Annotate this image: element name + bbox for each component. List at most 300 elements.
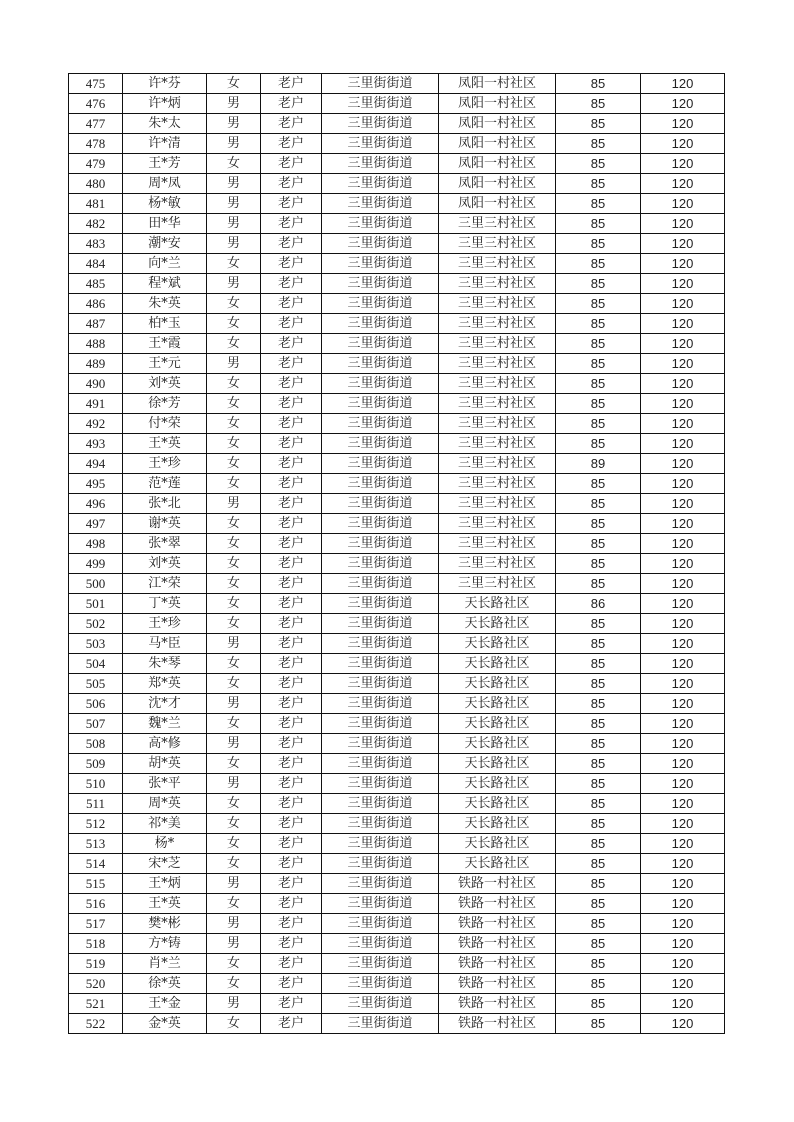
household-type-cell: 老户 bbox=[261, 634, 322, 654]
table-row bbox=[69, 134, 725, 154]
subdistrict-cell: 三里街街道 bbox=[322, 454, 439, 474]
gender-cell: 男 bbox=[207, 734, 261, 754]
value-b-cell: 120 bbox=[641, 994, 725, 1014]
value-a-cell: 85 bbox=[556, 914, 641, 934]
subdistrict-cell: 三里街街道 bbox=[322, 754, 439, 774]
gender-cell: 男 bbox=[207, 934, 261, 954]
community-cell: 三里三村社区 bbox=[439, 494, 556, 514]
row-number-cell: 517 bbox=[69, 914, 123, 934]
community-cell: 凤阳一村社区 bbox=[439, 74, 556, 94]
table-body bbox=[69, 74, 725, 1034]
value-a-cell: 85 bbox=[556, 634, 641, 654]
table-row bbox=[69, 94, 725, 114]
gender-cell: 女 bbox=[207, 614, 261, 634]
subdistrict-cell: 三里街街道 bbox=[322, 74, 439, 94]
row-number-cell: 513 bbox=[69, 834, 123, 854]
row-number-cell: 495 bbox=[69, 474, 123, 494]
household-type-cell: 老户 bbox=[261, 234, 322, 254]
row-number-cell: 504 bbox=[69, 654, 123, 674]
person-name-cell: 徐*英 bbox=[123, 974, 207, 994]
subdistrict-cell: 三里街街道 bbox=[322, 594, 439, 614]
value-a-cell: 85 bbox=[556, 154, 641, 174]
household-type-cell: 老户 bbox=[261, 74, 322, 94]
person-name-cell: 朱*琴 bbox=[123, 654, 207, 674]
subdistrict-cell: 三里街街道 bbox=[322, 174, 439, 194]
community-cell: 三里三村社区 bbox=[439, 354, 556, 374]
value-b-cell: 120 bbox=[641, 154, 725, 174]
household-type-cell: 老户 bbox=[261, 1014, 322, 1034]
value-b-cell: 120 bbox=[641, 194, 725, 214]
value-a-cell: 85 bbox=[556, 354, 641, 374]
value-b-cell: 120 bbox=[641, 974, 725, 994]
row-number-cell: 506 bbox=[69, 694, 123, 714]
table-row bbox=[69, 294, 725, 314]
community-cell: 天长路社区 bbox=[439, 754, 556, 774]
value-a-cell: 85 bbox=[556, 234, 641, 254]
value-a-cell: 89 bbox=[556, 454, 641, 474]
person-name-cell: 魏*兰 bbox=[123, 714, 207, 734]
value-b-cell: 120 bbox=[641, 434, 725, 454]
table-row bbox=[69, 374, 725, 394]
table-row bbox=[69, 494, 725, 514]
community-cell: 铁路一村社区 bbox=[439, 874, 556, 894]
person-name-cell: 高*修 bbox=[123, 734, 207, 754]
value-b-cell: 120 bbox=[641, 854, 725, 874]
household-type-cell: 老户 bbox=[261, 834, 322, 854]
household-type-cell: 老户 bbox=[261, 454, 322, 474]
value-b-cell: 120 bbox=[641, 874, 725, 894]
community-cell: 三里三村社区 bbox=[439, 214, 556, 234]
value-a-cell: 85 bbox=[556, 994, 641, 1014]
person-name-cell: 王*霞 bbox=[123, 334, 207, 354]
gender-cell: 女 bbox=[207, 674, 261, 694]
community-cell: 三里三村社区 bbox=[439, 374, 556, 394]
row-number-cell: 519 bbox=[69, 954, 123, 974]
gender-cell: 男 bbox=[207, 114, 261, 134]
row-number-cell: 515 bbox=[69, 874, 123, 894]
household-type-cell: 老户 bbox=[261, 414, 322, 434]
row-number-cell: 499 bbox=[69, 554, 123, 574]
person-name-cell: 王*英 bbox=[123, 434, 207, 454]
value-b-cell: 120 bbox=[641, 334, 725, 354]
value-b-cell: 120 bbox=[641, 374, 725, 394]
table-row bbox=[69, 934, 725, 954]
row-number-cell: 510 bbox=[69, 774, 123, 794]
subdistrict-cell: 三里街街道 bbox=[322, 734, 439, 754]
gender-cell: 男 bbox=[207, 994, 261, 1014]
household-type-cell: 老户 bbox=[261, 754, 322, 774]
person-name-cell: 金*英 bbox=[123, 1014, 207, 1034]
community-cell: 三里三村社区 bbox=[439, 414, 556, 434]
value-b-cell: 120 bbox=[641, 674, 725, 694]
value-b-cell: 120 bbox=[641, 534, 725, 554]
household-type-cell: 老户 bbox=[261, 214, 322, 234]
value-a-cell: 85 bbox=[556, 754, 641, 774]
row-number-cell: 481 bbox=[69, 194, 123, 214]
row-number-cell: 487 bbox=[69, 314, 123, 334]
value-a-cell: 85 bbox=[556, 714, 641, 734]
household-type-cell: 老户 bbox=[261, 774, 322, 794]
subdistrict-cell: 三里街街道 bbox=[322, 254, 439, 274]
community-cell: 铁路一村社区 bbox=[439, 974, 556, 994]
value-b-cell: 120 bbox=[641, 554, 725, 574]
community-cell: 天长路社区 bbox=[439, 734, 556, 754]
person-name-cell: 向*兰 bbox=[123, 254, 207, 274]
row-number-cell: 479 bbox=[69, 154, 123, 174]
table-row bbox=[69, 254, 725, 274]
value-b-cell: 120 bbox=[641, 454, 725, 474]
subdistrict-cell: 三里街街道 bbox=[322, 994, 439, 1014]
gender-cell: 男 bbox=[207, 494, 261, 514]
household-type-cell: 老户 bbox=[261, 654, 322, 674]
gender-cell: 女 bbox=[207, 394, 261, 414]
person-name-cell: 程*斌 bbox=[123, 274, 207, 294]
table-row bbox=[69, 74, 725, 94]
row-number-cell: 516 bbox=[69, 894, 123, 914]
table-row bbox=[69, 454, 725, 474]
table-row bbox=[69, 314, 725, 334]
value-a-cell: 85 bbox=[556, 494, 641, 514]
value-b-cell: 120 bbox=[641, 214, 725, 234]
value-b-cell: 120 bbox=[641, 694, 725, 714]
table-row bbox=[69, 194, 725, 214]
row-number-cell: 520 bbox=[69, 974, 123, 994]
subdistrict-cell: 三里街街道 bbox=[322, 334, 439, 354]
row-number-cell: 500 bbox=[69, 574, 123, 594]
table-row bbox=[69, 774, 725, 794]
subdistrict-cell: 三里街街道 bbox=[322, 1014, 439, 1034]
subdistrict-cell: 三里街街道 bbox=[322, 134, 439, 154]
person-name-cell: 王*英 bbox=[123, 894, 207, 914]
gender-cell: 女 bbox=[207, 434, 261, 454]
row-number-cell: 476 bbox=[69, 94, 123, 114]
subdistrict-cell: 三里街街道 bbox=[322, 974, 439, 994]
community-cell: 三里三村社区 bbox=[439, 574, 556, 594]
household-type-cell: 老户 bbox=[261, 914, 322, 934]
table-row bbox=[69, 274, 725, 294]
value-b-cell: 120 bbox=[641, 954, 725, 974]
value-a-cell: 85 bbox=[556, 514, 641, 534]
value-b-cell: 120 bbox=[641, 894, 725, 914]
person-name-cell: 肖*兰 bbox=[123, 954, 207, 974]
person-name-cell: 王*元 bbox=[123, 354, 207, 374]
community-cell: 三里三村社区 bbox=[439, 334, 556, 354]
person-name-cell: 樊*彬 bbox=[123, 914, 207, 934]
community-cell: 天长路社区 bbox=[439, 794, 556, 814]
value-a-cell: 85 bbox=[556, 474, 641, 494]
household-type-cell: 老户 bbox=[261, 794, 322, 814]
table-row bbox=[69, 974, 725, 994]
table-row bbox=[69, 814, 725, 834]
value-b-cell: 120 bbox=[641, 654, 725, 674]
row-number-cell: 475 bbox=[69, 74, 123, 94]
table-row bbox=[69, 174, 725, 194]
household-type-cell: 老户 bbox=[261, 694, 322, 714]
value-b-cell: 120 bbox=[641, 774, 725, 794]
value-a-cell: 85 bbox=[556, 774, 641, 794]
household-type-cell: 老户 bbox=[261, 94, 322, 114]
table-row bbox=[69, 614, 725, 634]
gender-cell: 女 bbox=[207, 74, 261, 94]
value-b-cell: 120 bbox=[641, 614, 725, 634]
household-type-cell: 老户 bbox=[261, 674, 322, 694]
person-name-cell: 许*清 bbox=[123, 134, 207, 154]
gender-cell: 女 bbox=[207, 574, 261, 594]
household-type-cell: 老户 bbox=[261, 374, 322, 394]
table-row bbox=[69, 754, 725, 774]
community-cell: 铁路一村社区 bbox=[439, 1014, 556, 1034]
person-name-cell: 张*北 bbox=[123, 494, 207, 514]
table-row bbox=[69, 794, 725, 814]
household-type-cell: 老户 bbox=[261, 154, 322, 174]
subdistrict-cell: 三里街街道 bbox=[322, 834, 439, 854]
community-cell: 三里三村社区 bbox=[439, 534, 556, 554]
row-number-cell: 512 bbox=[69, 814, 123, 834]
table-row bbox=[69, 874, 725, 894]
household-type-cell: 老户 bbox=[261, 814, 322, 834]
row-number-cell: 514 bbox=[69, 854, 123, 874]
value-a-cell: 85 bbox=[556, 394, 641, 414]
value-b-cell: 120 bbox=[641, 294, 725, 314]
person-name-cell: 王*珍 bbox=[123, 614, 207, 634]
person-name-cell: 沈*才 bbox=[123, 694, 207, 714]
subdistrict-cell: 三里街街道 bbox=[322, 394, 439, 414]
table-row bbox=[69, 354, 725, 374]
subdistrict-cell: 三里街街道 bbox=[322, 474, 439, 494]
row-number-cell: 501 bbox=[69, 594, 123, 614]
value-b-cell: 120 bbox=[641, 474, 725, 494]
gender-cell: 女 bbox=[207, 654, 261, 674]
value-a-cell: 85 bbox=[556, 534, 641, 554]
person-name-cell: 胡*英 bbox=[123, 754, 207, 774]
household-type-cell: 老户 bbox=[261, 594, 322, 614]
gender-cell: 女 bbox=[207, 894, 261, 914]
value-b-cell: 120 bbox=[641, 754, 725, 774]
person-name-cell: 王*炳 bbox=[123, 874, 207, 894]
table-row bbox=[69, 1014, 725, 1034]
community-cell: 铁路一村社区 bbox=[439, 894, 556, 914]
subdistrict-cell: 三里街街道 bbox=[322, 374, 439, 394]
value-a-cell: 85 bbox=[556, 554, 641, 574]
value-b-cell: 120 bbox=[641, 134, 725, 154]
community-cell: 三里三村社区 bbox=[439, 474, 556, 494]
community-cell: 天长路社区 bbox=[439, 854, 556, 874]
table-row bbox=[69, 654, 725, 674]
row-number-cell: 484 bbox=[69, 254, 123, 274]
value-a-cell: 85 bbox=[556, 734, 641, 754]
value-a-cell: 85 bbox=[556, 834, 641, 854]
subdistrict-cell: 三里街街道 bbox=[322, 934, 439, 954]
table-row bbox=[69, 674, 725, 694]
gender-cell: 男 bbox=[207, 914, 261, 934]
gender-cell: 男 bbox=[207, 94, 261, 114]
community-cell: 天长路社区 bbox=[439, 834, 556, 854]
gender-cell: 男 bbox=[207, 134, 261, 154]
person-name-cell: 刘*英 bbox=[123, 554, 207, 574]
value-a-cell: 85 bbox=[556, 74, 641, 94]
table-row bbox=[69, 954, 725, 974]
table-row bbox=[69, 994, 725, 1014]
gender-cell: 男 bbox=[207, 174, 261, 194]
household-type-cell: 老户 bbox=[261, 354, 322, 374]
gender-cell: 女 bbox=[207, 974, 261, 994]
person-name-cell: 杨*敏 bbox=[123, 194, 207, 214]
value-a-cell: 85 bbox=[556, 314, 641, 334]
value-b-cell: 120 bbox=[641, 234, 725, 254]
value-a-cell: 85 bbox=[556, 654, 641, 674]
gender-cell: 女 bbox=[207, 514, 261, 534]
subdistrict-cell: 三里街街道 bbox=[322, 314, 439, 334]
value-b-cell: 120 bbox=[641, 74, 725, 94]
value-a-cell: 86 bbox=[556, 594, 641, 614]
household-type-cell: 老户 bbox=[261, 614, 322, 634]
value-a-cell: 85 bbox=[556, 814, 641, 834]
value-a-cell: 85 bbox=[556, 1014, 641, 1034]
person-name-cell: 朱*太 bbox=[123, 114, 207, 134]
community-cell: 三里三村社区 bbox=[439, 234, 556, 254]
table-row bbox=[69, 214, 725, 234]
household-type-cell: 老户 bbox=[261, 534, 322, 554]
gender-cell: 女 bbox=[207, 474, 261, 494]
household-type-cell: 老户 bbox=[261, 474, 322, 494]
person-name-cell: 张*平 bbox=[123, 774, 207, 794]
value-a-cell: 85 bbox=[556, 694, 641, 714]
value-b-cell: 120 bbox=[641, 834, 725, 854]
gender-cell: 女 bbox=[207, 334, 261, 354]
community-cell: 天长路社区 bbox=[439, 814, 556, 834]
subdistrict-cell: 三里街街道 bbox=[322, 674, 439, 694]
value-b-cell: 120 bbox=[641, 494, 725, 514]
row-number-cell: 480 bbox=[69, 174, 123, 194]
person-name-cell: 张*翠 bbox=[123, 534, 207, 554]
row-number-cell: 503 bbox=[69, 634, 123, 654]
gender-cell: 女 bbox=[207, 834, 261, 854]
gender-cell: 男 bbox=[207, 694, 261, 714]
subdistrict-cell: 三里街街道 bbox=[322, 634, 439, 654]
gender-cell: 女 bbox=[207, 1014, 261, 1034]
gender-cell: 男 bbox=[207, 774, 261, 794]
subdistrict-cell: 三里街街道 bbox=[322, 274, 439, 294]
household-type-cell: 老户 bbox=[261, 554, 322, 574]
value-a-cell: 85 bbox=[556, 794, 641, 814]
table-row bbox=[69, 114, 725, 134]
value-a-cell: 85 bbox=[556, 274, 641, 294]
subdistrict-cell: 三里街街道 bbox=[322, 534, 439, 554]
gender-cell: 女 bbox=[207, 554, 261, 574]
community-cell: 凤阳一村社区 bbox=[439, 194, 556, 214]
row-number-cell: 507 bbox=[69, 714, 123, 734]
table-row bbox=[69, 694, 725, 714]
value-b-cell: 120 bbox=[641, 394, 725, 414]
gender-cell: 男 bbox=[207, 274, 261, 294]
person-name-cell: 谢*英 bbox=[123, 514, 207, 534]
table-row bbox=[69, 334, 725, 354]
row-number-cell: 522 bbox=[69, 1014, 123, 1034]
gender-cell: 女 bbox=[207, 294, 261, 314]
gender-cell: 女 bbox=[207, 794, 261, 814]
subdistrict-cell: 三里街街道 bbox=[322, 234, 439, 254]
community-cell: 天长路社区 bbox=[439, 614, 556, 634]
subdistrict-cell: 三里街街道 bbox=[322, 574, 439, 594]
value-a-cell: 85 bbox=[556, 134, 641, 154]
community-cell: 天长路社区 bbox=[439, 714, 556, 734]
subdistrict-cell: 三里街街道 bbox=[322, 874, 439, 894]
person-name-cell: 付*荣 bbox=[123, 414, 207, 434]
person-name-cell: 丁*英 bbox=[123, 594, 207, 614]
row-number-cell: 482 bbox=[69, 214, 123, 234]
row-number-cell: 496 bbox=[69, 494, 123, 514]
household-type-cell: 老户 bbox=[261, 134, 322, 154]
subdistrict-cell: 三里街街道 bbox=[322, 894, 439, 914]
gender-cell: 女 bbox=[207, 454, 261, 474]
person-name-cell: 王*珍 bbox=[123, 454, 207, 474]
gender-cell: 女 bbox=[207, 254, 261, 274]
subdistrict-cell: 三里街街道 bbox=[322, 434, 439, 454]
row-number-cell: 489 bbox=[69, 354, 123, 374]
person-name-cell: 郑*英 bbox=[123, 674, 207, 694]
gender-cell: 女 bbox=[207, 314, 261, 334]
subdistrict-cell: 三里街街道 bbox=[322, 814, 439, 834]
household-type-cell: 老户 bbox=[261, 934, 322, 954]
community-cell: 凤阳一村社区 bbox=[439, 174, 556, 194]
household-type-cell: 老户 bbox=[261, 254, 322, 274]
household-type-cell: 老户 bbox=[261, 174, 322, 194]
subdistrict-cell: 三里街街道 bbox=[322, 514, 439, 534]
row-number-cell: 490 bbox=[69, 374, 123, 394]
subdistrict-cell: 三里街街道 bbox=[322, 294, 439, 314]
value-a-cell: 85 bbox=[556, 894, 641, 914]
table-row bbox=[69, 514, 725, 534]
value-b-cell: 120 bbox=[641, 634, 725, 654]
row-number-cell: 486 bbox=[69, 294, 123, 314]
household-type-cell: 老户 bbox=[261, 894, 322, 914]
subdistrict-cell: 三里街街道 bbox=[322, 854, 439, 874]
community-cell: 凤阳一村社区 bbox=[439, 114, 556, 134]
household-type-cell: 老户 bbox=[261, 114, 322, 134]
gender-cell: 女 bbox=[207, 814, 261, 834]
person-name-cell: 王*芳 bbox=[123, 154, 207, 174]
subdistrict-cell: 三里街街道 bbox=[322, 794, 439, 814]
household-type-cell: 老户 bbox=[261, 854, 322, 874]
row-number-cell: 518 bbox=[69, 934, 123, 954]
value-b-cell: 120 bbox=[641, 174, 725, 194]
value-a-cell: 85 bbox=[556, 194, 641, 214]
community-cell: 凤阳一村社区 bbox=[439, 154, 556, 174]
table-row bbox=[69, 234, 725, 254]
value-b-cell: 120 bbox=[641, 114, 725, 134]
row-number-cell: 493 bbox=[69, 434, 123, 454]
value-b-cell: 120 bbox=[641, 934, 725, 954]
value-a-cell: 85 bbox=[556, 414, 641, 434]
gender-cell: 女 bbox=[207, 374, 261, 394]
row-number-cell: 509 bbox=[69, 754, 123, 774]
community-cell: 天长路社区 bbox=[439, 634, 556, 654]
value-b-cell: 120 bbox=[641, 1014, 725, 1034]
household-type-cell: 老户 bbox=[261, 194, 322, 214]
value-a-cell: 85 bbox=[556, 974, 641, 994]
row-number-cell: 477 bbox=[69, 114, 123, 134]
subdistrict-cell: 三里街街道 bbox=[322, 774, 439, 794]
community-cell: 天长路社区 bbox=[439, 674, 556, 694]
row-number-cell: 488 bbox=[69, 334, 123, 354]
community-cell: 铁路一村社区 bbox=[439, 994, 556, 1014]
community-cell: 铁路一村社区 bbox=[439, 934, 556, 954]
row-number-cell: 502 bbox=[69, 614, 123, 634]
table-row bbox=[69, 394, 725, 414]
value-b-cell: 120 bbox=[641, 94, 725, 114]
community-cell: 三里三村社区 bbox=[439, 294, 556, 314]
person-name-cell: 柏*玉 bbox=[123, 314, 207, 334]
